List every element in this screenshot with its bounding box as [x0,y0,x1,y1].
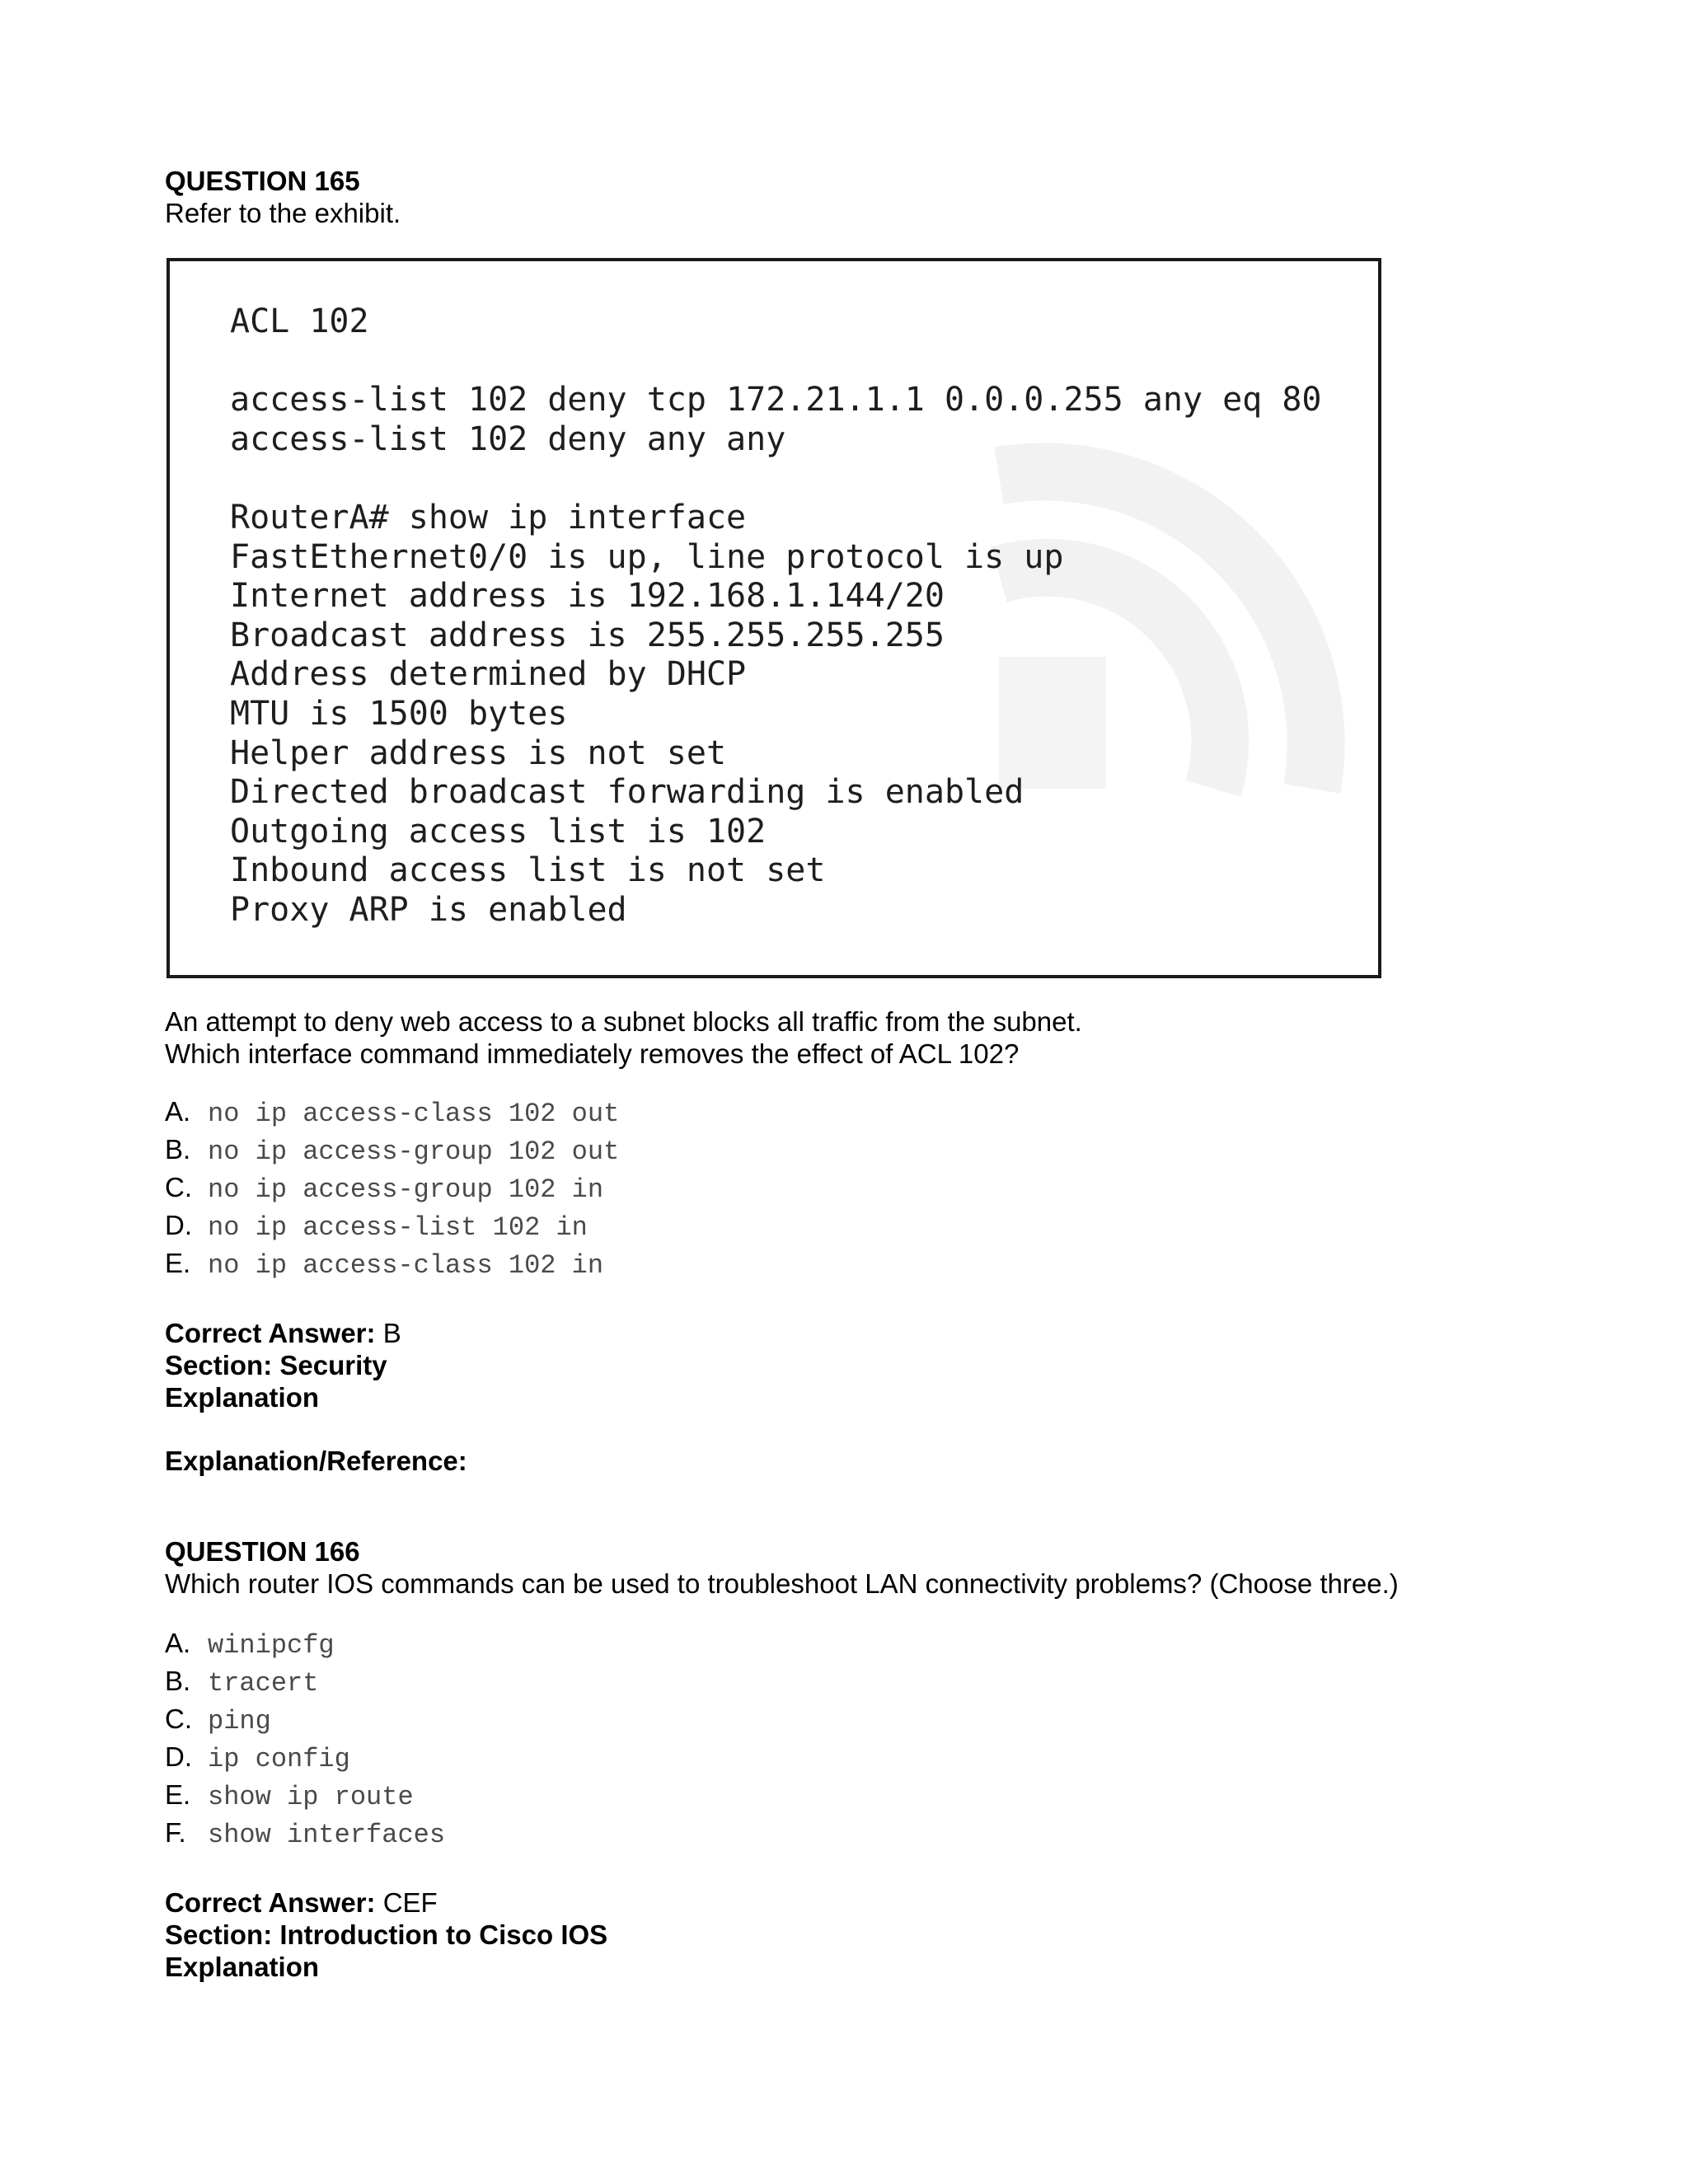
exhibit-line: Helper address is not set [230,733,727,772]
exhibit-line: FastEthernet0/0 is up, line protocol is up [230,537,1064,576]
question-165-stem-line-2: Which interface command immediately removes the effect of ACL 102? [165,1038,1020,1069]
question-165-answer [165,1317,401,1349]
exhibit-line: Directed broadcast forwarding is enabled [230,773,1025,812]
exhibit-line: access-list 102 deny tcp 172.21.1.1 0.0.0.255 any eq 80 [230,381,1322,419]
option-letter: E. [165,1779,191,1810]
answer-option [165,1779,445,1817]
exhibit-line: Internet address is 192.168.1.144/20 [230,577,945,616]
question-165-header [165,165,401,229]
question-166-heading: QUESTION 166 [165,1536,360,1567]
exhibit-line: access-list 102 deny any any [230,419,786,458]
question-166-options [165,1628,445,1855]
option-letter: B. [165,1134,191,1165]
option-text: show ip route [208,1782,414,1812]
question-166-answer [165,1886,607,1919]
exhibit-box [166,258,1381,978]
correct-answer-value: B [382,1318,401,1348]
option-letter: C. [165,1172,192,1202]
exhibit-line: Outgoing access list is 102 [230,812,767,851]
option-letter: D. [165,1741,192,1772]
question-165-answer-block [165,1317,401,1413]
correct-answer-value: CEF [382,1887,438,1918]
exhibit-line: Broadcast address is 255.255.255.255 [230,616,945,654]
correct-answer-label: Correct Answer: [165,1887,376,1918]
answer-option [165,1741,445,1779]
question-166-header [165,1535,1399,1600]
question-166-answer-block [165,1886,607,1983]
answer-option [165,1248,619,1286]
exhibit-line [230,342,1322,382]
question-166-explanation: Explanation [165,1952,320,1982]
exhibit-line: Address determined by DHCP [230,655,747,694]
question-165-stem-line-1: An attempt to deny web access to a subnet blocks all traffic from the subnet. [165,1006,1082,1037]
exhibit-line: Proxy ARP is enabled [230,890,627,929]
exhibit-line: ACL 102 [230,302,369,340]
question-165-stem [165,1005,1082,1070]
option-text: no ip access-list 102 in [208,1212,588,1243]
option-letter: E. [165,1248,191,1278]
option-text: show interfaces [208,1820,446,1850]
option-text: no ip access-group 102 out [208,1137,620,1167]
option-letter: F. [165,1817,186,1848]
option-letter: D. [165,1210,192,1240]
option-text: ip config [208,1744,350,1774]
answer-option [165,1704,445,1741]
question-165-options [165,1096,619,1286]
option-letter: A. [165,1096,191,1127]
answer-option [165,1210,619,1248]
question-166-section: Section: Introduction to Cisco IOS [165,1919,608,1950]
question-165-explanation: Explanation [165,1382,320,1413]
exhibit-line: MTU is 1500 bytes [230,694,568,733]
answer-option [165,1134,619,1172]
answer-option [165,1817,445,1855]
option-text: ping [208,1706,271,1736]
option-text: no ip access-class 102 in [208,1250,604,1281]
answer-option [165,1628,445,1666]
answer-option [165,1666,445,1704]
exhibit-code [230,302,1322,930]
option-text: no ip access-group 102 in [208,1174,604,1205]
option-text: tracert [208,1668,319,1699]
exhibit-line: RouterA# show ip interface [230,498,747,537]
option-letter: B. [165,1666,191,1696]
option-text: winipcfg [208,1630,335,1661]
correct-answer-label: Correct Answer: [165,1318,376,1348]
exhibit-line [230,459,1322,499]
question-165-heading: QUESTION 165 [165,166,360,196]
exhibit-line: Inbound access list is not set [230,851,826,890]
question-165-section: Section: Security [165,1350,387,1380]
question-165-intro: Refer to the exhibit. [165,198,401,228]
answer-option [165,1172,619,1210]
question-166-stem: Which router IOS commands can be used to troubleshoot LAN connectivity problems? (Choose three.) [165,1568,1399,1599]
option-letter: C. [165,1704,192,1734]
answer-option [165,1096,619,1134]
option-text: no ip access-class 102 out [208,1099,620,1129]
question-165-reference: Explanation/Reference: [165,1446,467,1476]
option-letter: A. [165,1628,191,1658]
